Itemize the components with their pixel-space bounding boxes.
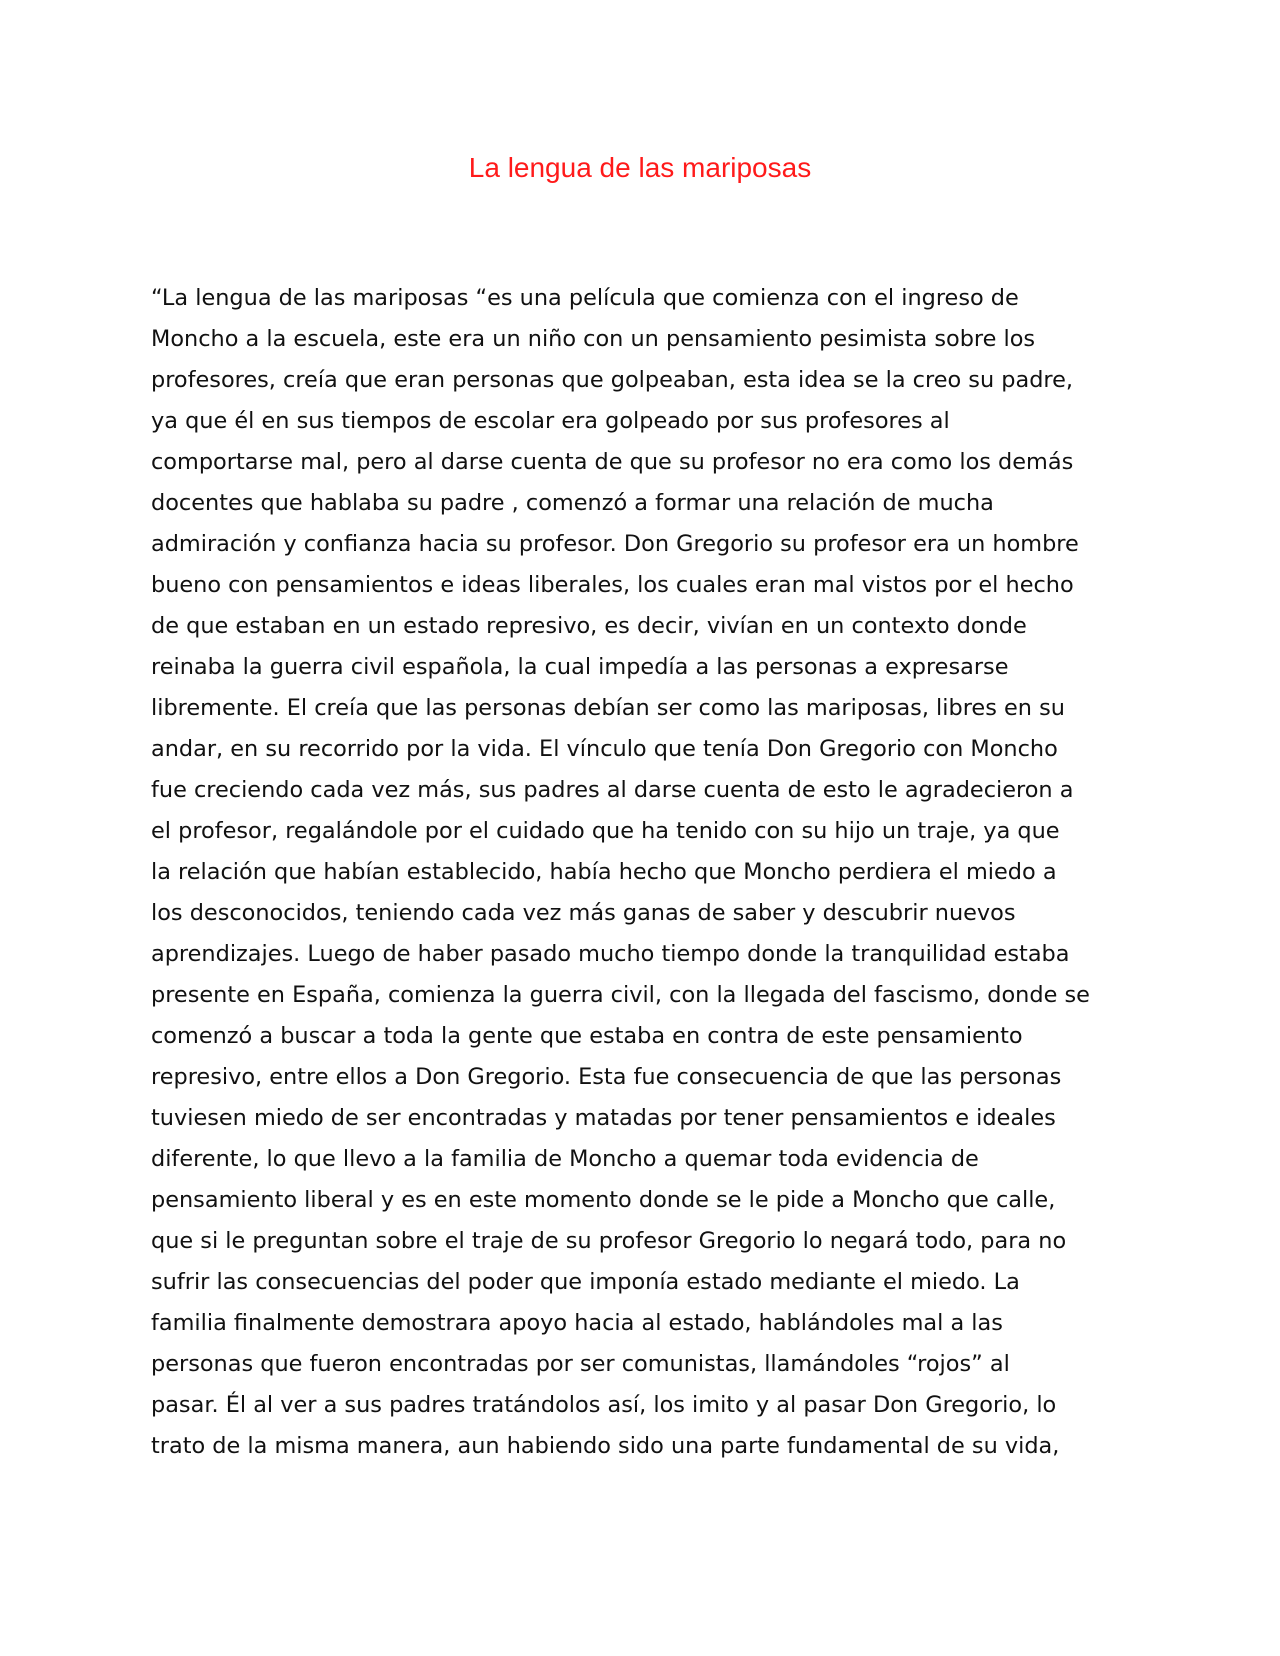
paragraph-line: libremente. El creía que las personas debían ser como las mariposas, libres en su (151, 695, 1065, 721)
paragraph-line: familia finalmente demostrara apoyo hacia al estado, hablándoles mal a las (151, 1310, 1003, 1336)
paragraph-line: trato de la misma manera, aun habiendo sido una parte fundamental de su vida, (151, 1433, 1060, 1459)
paragraph-line: sufrir las consecuencias del poder que imponía estado mediante el miedo. La (151, 1269, 1020, 1295)
paragraph-line: pasar. Él al ver a sus padres tratándolos así, los imito y al pasar Don Gregorio, lo (151, 1392, 1057, 1418)
paragraph-line: represivo, entre ellos a Don Gregorio. Esta fue consecuencia de que las personas (151, 1064, 1062, 1090)
document-title: La lengua de las mariposas (468, 152, 812, 183)
paragraph-line: el profesor, regalándole por el cuidado que ha tenido con su hijo un traje, ya que (151, 818, 1060, 844)
paragraph-line: comportarse mal, pero al darse cuenta de que su profesor no era como los demás (151, 449, 1074, 475)
paragraph-line: profesores, creía que eran personas que golpeaban, esta idea se la creo su padre, (151, 367, 1074, 393)
paragraph-line: Moncho a la escuela, este era un niño con un pensamiento pesimista sobre los (151, 326, 1036, 352)
paragraph-line: comenzó a buscar a toda la gente que estaba en contra de este pensamiento (151, 1023, 1023, 1049)
paragraph-line: presente en España, comienza la guerra civil, con la llegada del fascismo, donde se (151, 982, 1090, 1008)
paragraph-line: personas que fueron encontradas por ser comunistas, llamándoles “rojos” al (151, 1351, 1010, 1377)
paragraph-line: los desconocidos, teniendo cada vez más ganas de saber y descubrir nuevos (151, 900, 1016, 926)
paragraph-line: reinaba la guerra civil española, la cual impedía a las personas a expresarse (151, 654, 1009, 680)
paragraph-line: de que estaban en un estado represivo, es decir, vivían en un contexto donde (151, 613, 1027, 639)
paragraph-line: andar, en su recorrido por la vida. El vínculo que tenía Don Gregorio con Moncho (151, 736, 1058, 762)
paragraph-line: diferente, lo que llevo a la familia de Moncho a quemar toda evidencia de (151, 1146, 979, 1172)
paragraph-line: aprendizajes. Luego de haber pasado mucho tiempo donde la tranquilidad estaba (151, 941, 1070, 967)
paragraph-line: docentes que hablaba su padre , comenzó a formar una relación de mucha (151, 490, 994, 516)
paragraph-line: ya que él en sus tiempos de escolar era golpeado por sus profesores al (151, 408, 950, 434)
paragraph-line: pensamiento liberal y es en este momento donde se le pide a Moncho que calle, (151, 1187, 1056, 1213)
paragraph-line: la relación que habían establecido, había hecho que Moncho perdiera el miedo a (151, 859, 1057, 885)
paragraph-line: que si le preguntan sobre el traje de su profesor Gregorio lo negará todo, para no (151, 1228, 1067, 1254)
paragraph-line: bueno con pensamientos e ideas liberales, los cuales eran mal vistos por el hecho (151, 572, 1074, 598)
body-paragraph (151, 278, 1141, 1467)
paragraph-line: fue creciendo cada vez más, sus padres al darse cuenta de esto le agradecieron a (151, 777, 1074, 803)
paragraph-line: tuviesen miedo de ser encontradas y matadas por tener pensamientos e ideales (151, 1105, 1056, 1131)
paragraph-line: admiración y confianza hacia su profesor. Don Gregorio su profesor era un hombre (151, 531, 1079, 557)
paragraph-line: “La lengua de las mariposas “es una película que comienza con el ingreso de (151, 285, 1019, 311)
